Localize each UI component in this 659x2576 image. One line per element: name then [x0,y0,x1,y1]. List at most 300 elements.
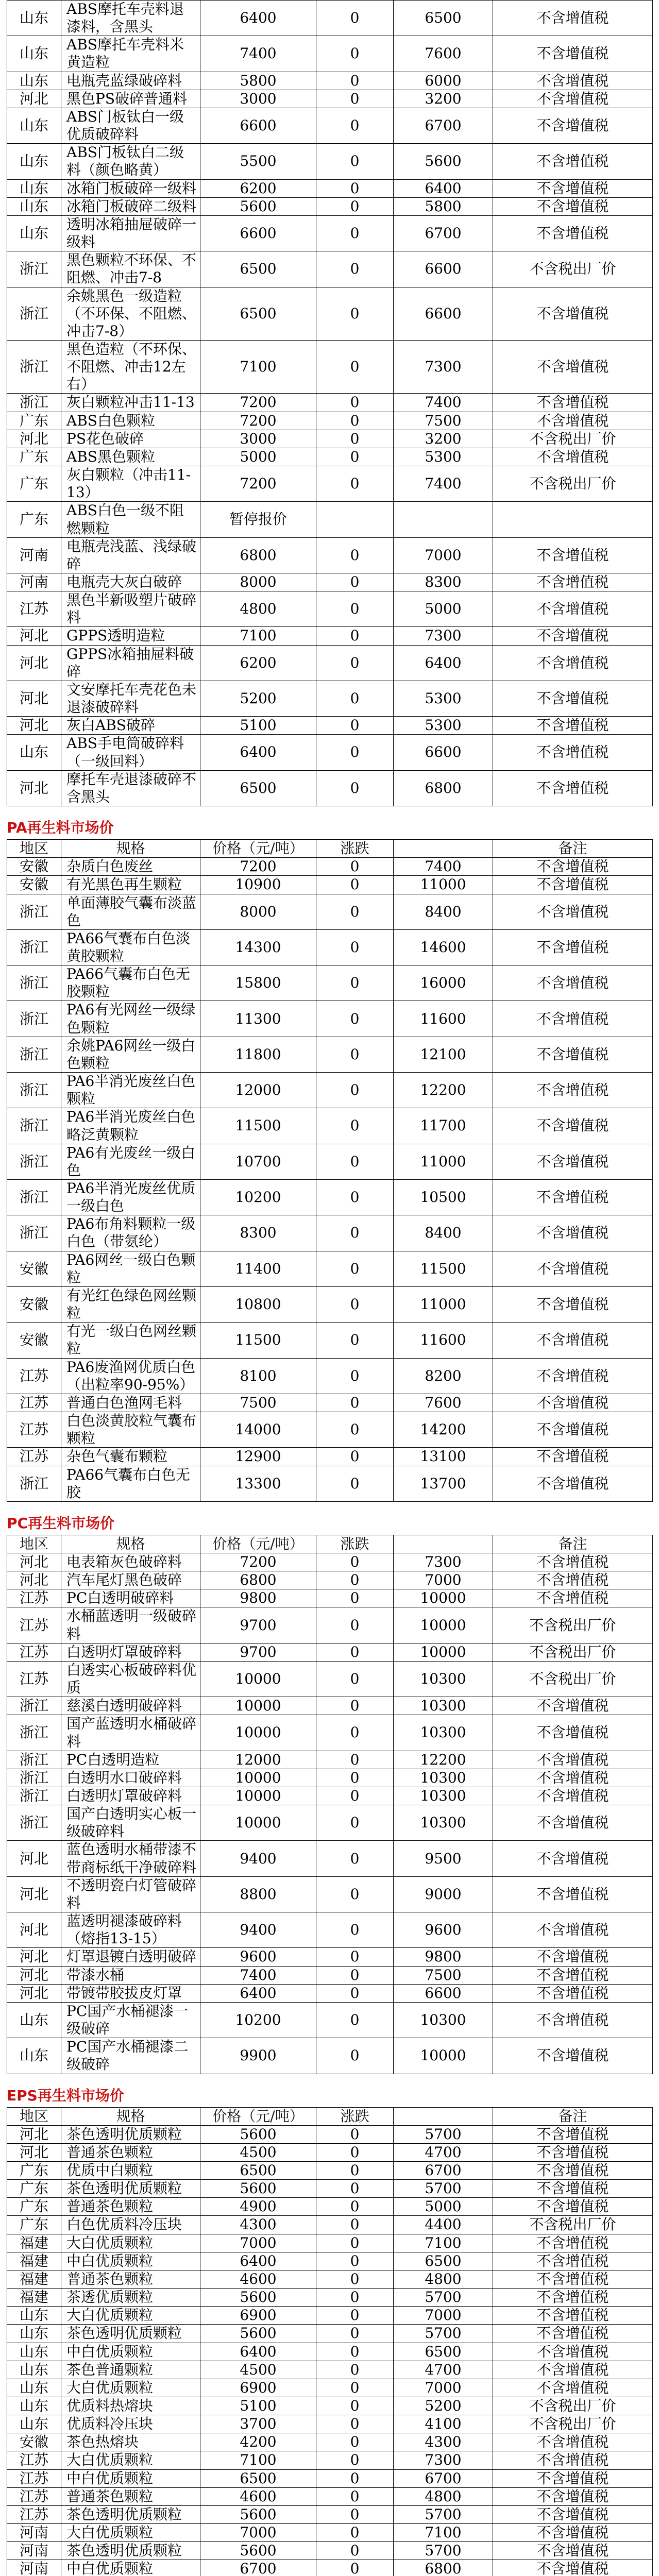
cell-region: 江苏 [7,1661,61,1697]
cell-note: 不含增值税 [493,1984,653,2002]
table-row [7,2307,653,2325]
table-row [7,965,653,1001]
cell-note: 不含增值税 [493,1001,653,1037]
cell-spec: 茶色透明优质颗粒 [61,2180,200,2198]
table-row [7,466,653,502]
cell-price-low: 9700 [200,1643,316,1661]
table-row [7,340,653,393]
cell-region: 山东 [7,2325,61,2343]
cell-price-high: 7300 [394,340,493,393]
cell-region: 江苏 [7,1607,61,1643]
header-blank [394,840,493,858]
cell-spec: PA6网丝一级白色颗粒 [61,1251,200,1286]
table-row [7,591,653,627]
cell-spec: 普通白色渔网毛料 [61,1394,200,1412]
cell-price-high: 5700 [394,2289,493,2307]
header-region: 地区 [7,2107,61,2125]
cell-note: 不含增值税 [493,2343,653,2361]
cell-region: 浙江 [7,1073,61,1108]
table-header-row [7,1535,653,1553]
cell-change: 0 [316,466,394,502]
cell-change: 0 [316,2343,394,2361]
table-row [7,1286,653,1322]
header-change: 涨跌 [316,2107,394,2125]
cell-region: 江苏 [7,1412,61,1448]
cell-spec: ABS白色一级不阻燃颗粒 [61,502,200,537]
cell-change: 0 [316,1412,394,1448]
table-row [7,2216,653,2234]
cell-price-low: 11400 [200,1251,316,1286]
price-table [7,0,653,806]
cell-price-low: 4600 [200,2270,316,2288]
cell-region: 广东 [7,2216,61,2234]
cell-spec: ABS摩托车壳料米黄造粒 [61,36,200,72]
cell-spec: 白透明灯罩破碎料 [61,1643,200,1661]
cell-price-low: 5600 [200,2180,316,2198]
cell-change: 0 [316,2469,394,2487]
cell-price-high: 10300 [394,1715,493,1751]
cell-change: 0 [316,2216,394,2234]
price-table [7,1535,653,2074]
cell-spec: PA66气囊布白色无胶 [61,1466,200,1501]
table-row [7,573,653,591]
cell-price-low: 6700 [200,2560,316,2576]
cell-price-high: 9600 [394,1912,493,1948]
cell-change: 0 [316,2161,394,2179]
cell-region: 山东 [7,197,61,215]
cell-note: 不含增值税 [493,1144,653,1179]
cell-price-high: 6500 [394,2252,493,2270]
cell-region: 河南 [7,537,61,573]
cell-price-high: 6700 [394,215,493,251]
header-blank [394,1535,493,1553]
cell-price-low: 4500 [200,2143,316,2161]
cell-region: 浙江 [7,929,61,965]
table-row [7,108,653,143]
cell-price-high: 6600 [394,251,493,287]
cell-region: 江苏 [7,1358,61,1394]
cell-price-high: 5300 [394,717,493,735]
cell-region: 河北 [7,1571,61,1589]
table-row [7,2198,653,2216]
cell-note: 不含增值税 [493,108,653,143]
table-row [7,1948,653,1966]
table-row [7,1037,653,1072]
cell-change: 0 [316,2379,394,2397]
cell-change: 0 [316,681,394,716]
cell-spec: PA66气囊布白色无胶颗粒 [61,965,200,1001]
cell-note: 不含增值税 [493,645,653,681]
table-row [7,876,653,894]
cell-note: 不含增值税 [493,1751,653,1769]
header-note: 备注 [493,1535,653,1553]
cell-price-high: 5700 [394,2125,493,2143]
cell-note: 不含增值税 [493,894,653,929]
cell-price-high: 6600 [394,287,493,340]
cell-region: 福建 [7,2234,61,2252]
cell-price-low: 10200 [200,1180,316,1215]
cell-price-high: 12200 [394,1751,493,1769]
cell-region: 安徽 [7,858,61,876]
cell-change: 0 [316,645,394,681]
cell-price-high: 4400 [394,2216,493,2234]
cell-price-high: 6400 [394,645,493,681]
cell-spec: 茶色普通颗粒 [61,2361,200,2379]
cell-note: 不含增值税 [493,2542,653,2560]
cell-spec: 有光红色绿色网丝颗粒 [61,1286,200,1322]
cell-change: 0 [316,1787,394,1805]
cell-spec: 水桶蓝透明一级破碎料 [61,1607,200,1643]
cell-spec: 冰箱门板破碎二级料 [61,197,200,215]
cell-change: 0 [316,735,394,770]
cell-change: 0 [316,1769,394,1787]
cell-note: 不含增值税 [493,1553,653,1571]
cell-region: 山东 [7,179,61,197]
cell-price-low: 5200 [200,681,316,716]
cell-note: 不含增值税 [493,1876,653,1912]
cell-price-low: 10700 [200,1144,316,1179]
cell-price-low: 7500 [200,1394,316,1412]
cell-note: 不含增值税 [493,681,653,716]
cell-region: 江苏 [7,2487,61,2505]
cell-price-low: 4900 [200,2198,316,2216]
cell-change: 0 [316,144,394,179]
cell-price-high: 10000 [394,1589,493,1607]
cell-price-high: 7600 [394,36,493,72]
cell-price-high: 7400 [394,394,493,412]
cell-price-low: 12000 [200,1751,316,1769]
cell-region: 河北 [7,627,61,645]
cell-price-high: 13700 [394,1466,493,1501]
cell-change: 0 [316,1180,394,1215]
cell-spec: 杂色气囊布颗粒 [61,1448,200,1466]
cell-region: 江苏 [7,1394,61,1412]
cell-note: 不含增值税 [493,2234,653,2252]
table-row [7,2542,653,2560]
cell-price-low: 6500 [200,2469,316,2487]
cell-region: 福建 [7,2270,61,2288]
cell-region: 河北 [7,2125,61,2143]
cell-spec: 普通茶色颗粒 [61,2143,200,2161]
cell-price-high: 6500 [394,1,493,36]
cell-change: 0 [316,108,394,143]
cell-spec: 茶色热熔块 [61,2433,200,2451]
table-row [7,2289,653,2307]
cell-price-high: 9500 [394,1841,493,1876]
table-row [7,412,653,430]
header-change: 涨跌 [316,840,394,858]
cell-region: 江苏 [7,1448,61,1466]
cell-note: 不含增值税 [493,1841,653,1876]
cell-price-low: 11800 [200,1037,316,1072]
cell-region: 山东 [7,2379,61,2397]
cell-note: 不含增值税 [493,717,653,735]
cell-price-low: 5000 [200,448,316,466]
cell-price-high: 5200 [394,2397,493,2415]
cell-price-low: 4600 [200,2487,316,2505]
cell-price-high: 14600 [394,929,493,965]
table-row [7,90,653,108]
cell-price-high: 5700 [394,2542,493,2560]
cell-price-low: 5600 [200,197,316,215]
cell-price-high: 4700 [394,2143,493,2161]
cell-change: 0 [316,2234,394,2252]
table-row [7,537,653,573]
cell-change: 0 [316,2415,394,2433]
table-row [7,2002,653,2038]
cell-price-high: 3200 [394,430,493,448]
cell-region: 山东 [7,2307,61,2325]
cell-note: 不含增值税 [493,1448,653,1466]
cell-spec: 茶色透明优质颗粒 [61,2505,200,2523]
cell-note: 不含增值税 [493,2524,653,2542]
cell-spec: 灰白颗粒（冲击11-13） [61,466,200,502]
cell-spec: 普通茶色颗粒 [61,2198,200,2216]
cell-region: 浙江 [7,1715,61,1751]
table-row [7,1697,653,1715]
cell-spec: 灯罩退镀白透明破碎 [61,1948,200,1966]
cell-change: 0 [316,448,394,466]
cell-region: 浙江 [7,1037,61,1072]
cell-region: 河南 [7,2524,61,2542]
cell-price-high: 5000 [394,2198,493,2216]
cell-note: 不含增值税 [493,1286,653,1322]
cell-note: 不含税出厂价 [493,2397,653,2415]
table-header-row [7,840,653,858]
cell-price-low: 4500 [200,2361,316,2379]
cell-spec: 余姚PA6网丝一级白色颗粒 [61,1037,200,1072]
table-row [7,1073,653,1108]
cell-change: 0 [316,1912,394,1948]
cell-price-high: 10300 [394,1697,493,1715]
cell-price-high: 7300 [394,2451,493,2469]
cell-price-high: 10500 [394,1180,493,1215]
cell-price-high: 7300 [394,1553,493,1571]
cell-price-high: 4800 [394,2270,493,2288]
cell-price-high: 10300 [394,1805,493,1841]
header-spec: 规格 [61,840,200,858]
cell-spec: 带漆水桶 [61,1966,200,1984]
cell-region: 浙江 [7,1466,61,1501]
price-table [7,839,653,1502]
cell-region: 江苏 [7,2469,61,2487]
cell-price-high: 7000 [394,537,493,573]
cell-price-low: 5600 [200,2289,316,2307]
cell-price-low: 8300 [200,1215,316,1251]
cell-note: 不含增值税 [493,2379,653,2397]
cell-region: 江苏 [7,591,61,627]
cell-change: 0 [316,1073,394,1108]
cell-change: 0 [316,430,394,448]
cell-change: 0 [316,2505,394,2523]
cell-change: 0 [316,2524,394,2542]
cell-price-low: 7200 [200,466,316,502]
cell-spec: PA6半消光废丝白色颗粒 [61,1073,200,1108]
table-row [7,1,653,36]
table-row [7,1251,653,1286]
cell-price-high: 12100 [394,1037,493,1072]
table-row [7,2270,653,2288]
table-row [7,1001,653,1037]
cell-spec: 大白优质颗粒 [61,2524,200,2542]
cell-price-low: 6200 [200,179,316,197]
cell-change: 0 [316,929,394,965]
cell-price-low: 11500 [200,1323,316,1358]
cell-price-low: 3000 [200,430,316,448]
cell-price-high: 6700 [394,2469,493,2487]
cell-region: 河北 [7,1912,61,1948]
cell-price-high: 6500 [394,2343,493,2361]
table-row [7,929,653,965]
cell-change: 0 [316,1661,394,1697]
cell-price-low: 11300 [200,1001,316,1037]
cell-price-high: 8300 [394,573,493,591]
cell-spec: 优质料冷压块 [61,2415,200,2433]
cell-price-high: 11500 [394,1251,493,1286]
header-price: 价格（元/吨） [200,840,316,858]
cell-region: 广东 [7,502,61,537]
cell-price-low: 10800 [200,1286,316,1322]
cell-spec: 普通茶色颗粒 [61,2487,200,2505]
table-row [7,1607,653,1643]
cell-price-high: 11600 [394,1323,493,1358]
cell-note: 不含增值税 [493,448,653,466]
cell-spec: GPPS透明造粒 [61,627,200,645]
table-row [7,1394,653,1412]
cell-region: 浙江 [7,340,61,393]
cell-price-low: 7200 [200,1553,316,1571]
cell-note: 不含增值税 [493,1715,653,1751]
cell-price-low: 5600 [200,2325,316,2343]
cell-region: 安徽 [7,2433,61,2451]
cell-note: 不含增值税 [493,965,653,1001]
cell-region: 河北 [7,717,61,735]
header-spec: 规格 [61,2107,200,2125]
cell-price-low: 3700 [200,2415,316,2433]
cell-region: 广东 [7,412,61,430]
cell-change: 0 [316,1358,394,1394]
cell-region: 浙江 [7,1001,61,1037]
cell-change: 0 [316,591,394,627]
header-change: 涨跌 [316,1535,394,1553]
cell-note: 不含税出厂价 [493,1661,653,1697]
cell-spec: 黑色造粒（不环保、不阻燃、冲击12左右） [61,340,200,393]
table-row [7,735,653,770]
cell-region: 安徽 [7,1286,61,1322]
cell-change: 0 [316,876,394,894]
cell-price-high: 9000 [394,1876,493,1912]
cell-region: 江苏 [7,1643,61,1661]
cell-price-high: 12200 [394,1073,493,1108]
cell-region: 山东 [7,1,61,36]
cell-spec: 不透明瓷白灯管破碎料 [61,1876,200,1912]
cell-change: 0 [316,2270,394,2288]
cell-spec: 电瓶壳蓝绿破碎料 [61,72,200,90]
cell-spec: 中白优质颗粒 [61,2252,200,2270]
cell-note: 不含增值税 [493,2451,653,2469]
header-note: 备注 [493,840,653,858]
cell-note: 不含税出厂价 [493,430,653,448]
cell-note: 不含增值税 [493,1108,653,1144]
cell-region: 浙江 [7,894,61,929]
table-row [7,2325,653,2343]
cell-spec: PC国产水桶褪漆一级破碎 [61,2002,200,2038]
cell-spec: 白透明水口破碎料 [61,1769,200,1787]
cell-region: 河北 [7,1966,61,1984]
cell-price-low: 15800 [200,965,316,1001]
cell-spec: 茶色透明优质颗粒 [61,2325,200,2343]
cell-spec: PA6半消光废丝白色略泛黄颗粒 [61,1108,200,1144]
cell-region: 河北 [7,1841,61,1876]
cell-price-low: 5600 [200,2542,316,2560]
cell-spec: 黑色颗粒不环保、不阻燃、冲击7-8 [61,251,200,287]
cell-change: 0 [316,2451,394,2469]
table-row [7,1984,653,2002]
cell-price-high: 10300 [394,1787,493,1805]
cell-price-low: 12000 [200,1073,316,1108]
cell-spec: 黑色PS破碎普通料 [61,90,200,108]
cell-change: 0 [316,2542,394,2560]
cell-spec: GPPS冰箱抽屉料破碎 [61,645,200,681]
cell-change: 0 [316,1553,394,1571]
cell-change: 0 [316,1286,394,1322]
cell-region: 浙江 [7,1144,61,1179]
cell-spec: 灰白颗粒冲击11-13 [61,394,200,412]
cell-region: 山东 [7,2415,61,2433]
cell-note: 不含增值税 [493,2180,653,2198]
cell-spec: 摩托车壳退漆破碎不含黑头 [61,770,200,806]
cell-spec: 大白优质颗粒 [61,2379,200,2397]
cell-change: 0 [316,1037,394,1072]
table-row [7,2397,653,2415]
cell-change: 0 [316,394,394,412]
cell-change: 0 [316,1144,394,1179]
cell-note [493,502,653,537]
table-row [7,681,653,716]
cell-change: 0 [316,2143,394,2161]
table-row [7,2415,653,2433]
cell-region: 河北 [7,770,61,806]
cell-price-low: 6400 [200,2343,316,2361]
cell-note: 不含增值税 [493,1073,653,1108]
cell-price-low: 6800 [200,1571,316,1589]
cell-spec: 单面薄胶气囊布淡蓝色 [61,894,200,929]
cell-change: 0 [316,179,394,197]
cell-price-high: 3200 [394,90,493,108]
cell-price-high: 8200 [394,1358,493,1394]
cell-price-low: 6600 [200,215,316,251]
table-row [7,1912,653,1948]
cell-change: 0 [316,858,394,876]
header-region: 地区 [7,840,61,858]
cell-price-high: 9800 [394,1948,493,1966]
cell-price-low: 6500 [200,287,316,340]
table-row [7,627,653,645]
cell-note: 不含增值税 [493,2198,653,2216]
cell-change: 0 [316,1697,394,1715]
cell-price-low: 6900 [200,2379,316,2397]
cell-change: 0 [316,1251,394,1286]
cell-price-high: 7100 [394,2234,493,2252]
cell-note: 不含增值税 [493,197,653,215]
cell-note: 不含税出厂价 [493,2415,653,2433]
cell-region: 广东 [7,2198,61,2216]
cell-spec: PA6有光废丝一级白色 [61,1144,200,1179]
cell-region: 河北 [7,1984,61,2002]
cell-spec: ABS白色颗粒 [61,412,200,430]
cell-spec: 国产白透明实心板一级破碎料 [61,1805,200,1841]
cell-change: 0 [316,2325,394,2343]
